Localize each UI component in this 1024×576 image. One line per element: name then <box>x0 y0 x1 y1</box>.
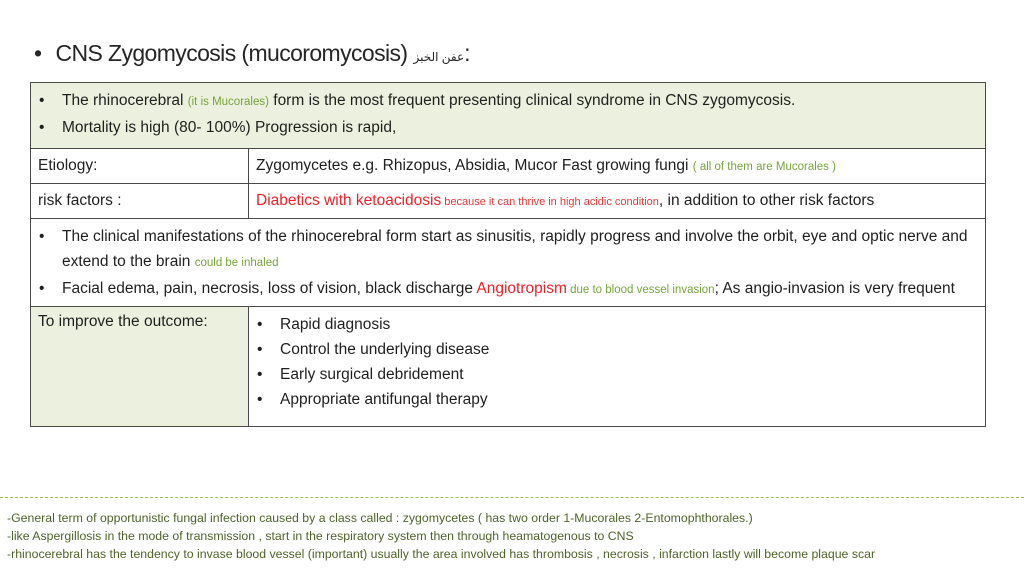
footnote-3: -rhinocerebral has the tendency to invase blood vessel (important) usually the area involved has thrombosis , necrosis , infarction lastly will become plaque scar <box>7 547 876 561</box>
outcome-list-cell <box>249 307 986 427</box>
manifestation-item-2 <box>31 276 979 303</box>
etiology-label: Etiology: <box>31 149 249 184</box>
risk-row <box>31 184 986 219</box>
manifestation-note-2: due to blood vessel invasion <box>566 284 715 296</box>
outcome-item: • Control the underlying disease <box>249 337 985 362</box>
etiology-value: Zygomycetes e.g. Rhizopus, Absidia, Mucor Fast growing fungi <box>256 157 693 174</box>
outcome-label: To improve the outcome: <box>31 307 249 427</box>
intro-item-1 <box>31 88 985 115</box>
manifestations-cell <box>31 219 986 307</box>
risk-note: because it can thrive in high acidic condition <box>441 196 659 208</box>
footer-divider <box>0 497 1024 498</box>
manifestation-text-1: The clinical manifestations of the rhinocerebral form start as sinusitis, rapidly progress and involve the orbit, eye and optic nerve and extend to the brain <box>62 228 968 270</box>
outcome-item: • Early surgical debridement <box>249 362 985 387</box>
footnote-1: -General term of opportunistic fungal infection caused by a class called : zygomycetes ( has two order 1-Mucorales 2-Entomophthorales.) <box>7 511 753 525</box>
outcome-item: • Appropriate antifungal therapy <box>249 387 985 412</box>
footnote-2: -like Aspergillosis in the mode of transmission , start in the respiratory system then through heamatogenous to CNS <box>7 529 634 543</box>
intro-cell <box>31 83 986 149</box>
risk-value-cell <box>249 184 986 219</box>
etiology-row <box>31 149 986 184</box>
title-main: CNS Zygomycosis (mucoromycosis) <box>55 40 408 66</box>
title-colon: : <box>464 40 471 66</box>
manifestation-note-1: could be inhaled <box>194 257 279 269</box>
intro-row <box>31 83 986 149</box>
angiotropism-highlight: Angiotropism <box>476 280 567 297</box>
manifestation-text-2: Facial edema, pain, necrosis, loss of vision, black discharge <box>62 280 477 297</box>
outcome-row <box>31 307 986 427</box>
slide-title <box>34 40 471 67</box>
title-arabic: عفن الخبز <box>413 50 465 64</box>
info-table <box>30 82 986 427</box>
footnotes <box>7 509 875 563</box>
etiology-value-cell <box>249 149 986 184</box>
manifestation-text-2b: ; As angio-invasion is very frequent <box>714 280 955 297</box>
intro-item-2: • Mortality is high (80- 100%) Progression is rapid, <box>31 115 985 140</box>
manifestations-list <box>31 224 979 303</box>
manifestation-item-1 <box>31 224 979 276</box>
manifestations-row <box>31 219 986 307</box>
outcome-item: • Rapid diagnosis <box>249 312 985 337</box>
intro-text: The rhinocerebral <box>62 92 188 109</box>
risk-label: risk factors : <box>31 184 249 219</box>
risk-highlight: Diabetics with ketoacidosis <box>256 192 442 209</box>
risk-rest: , in addition to other risk factors <box>658 192 875 209</box>
intro-list <box>31 88 985 140</box>
etiology-note: ( all of them are Mucorales ) <box>692 161 836 173</box>
intro-note: (it is Mucorales) <box>187 96 269 108</box>
title-bullet: • <box>34 40 42 66</box>
intro-text-cont: form is the most frequent presenting clinical syndrome in CNS zygomycosis. <box>268 92 796 109</box>
outcome-list <box>249 312 985 412</box>
